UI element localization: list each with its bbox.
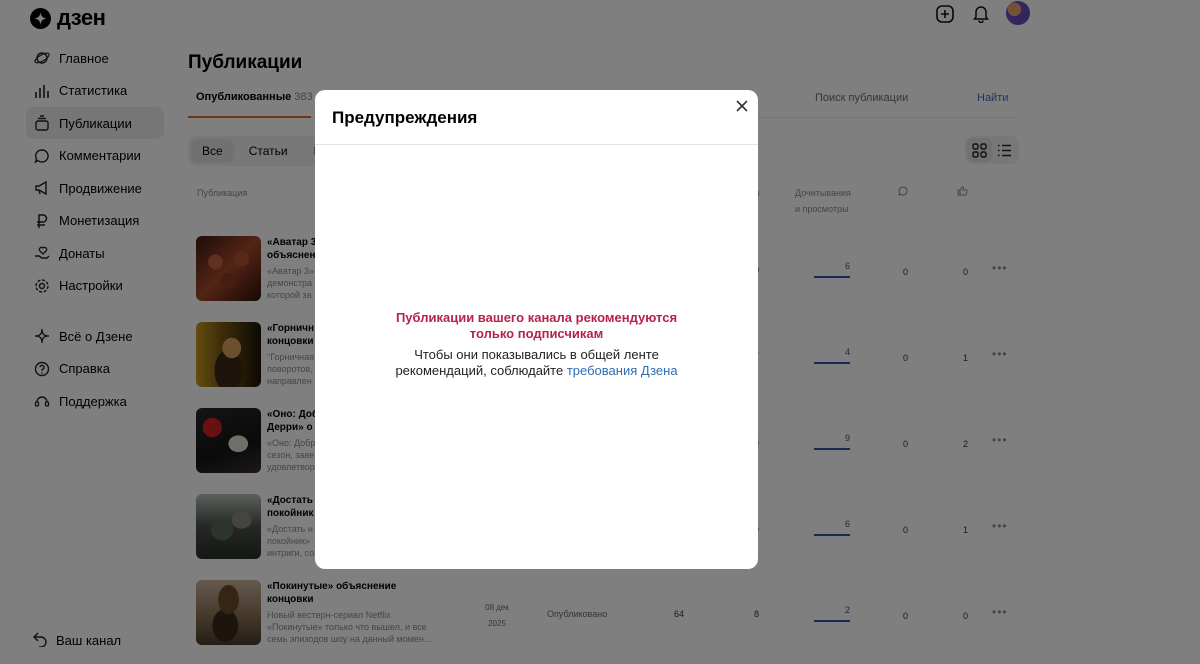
warnings-modal — [315, 90, 758, 569]
modal-text-body: Чтобы они показывались в общей ленте рекомендаций, соблюдайте — [395, 347, 659, 378]
modal-title: Предупреждения — [332, 108, 478, 127]
requirements-link[interactable]: требования Дзена — [566, 363, 678, 378]
modal-warning: Публикации вашего канала рекомендуются только подписчикам — [395, 310, 678, 341]
modal-divider — [315, 144, 758, 145]
modal-text — [375, 347, 698, 379]
close-icon[interactable] — [735, 99, 749, 113]
